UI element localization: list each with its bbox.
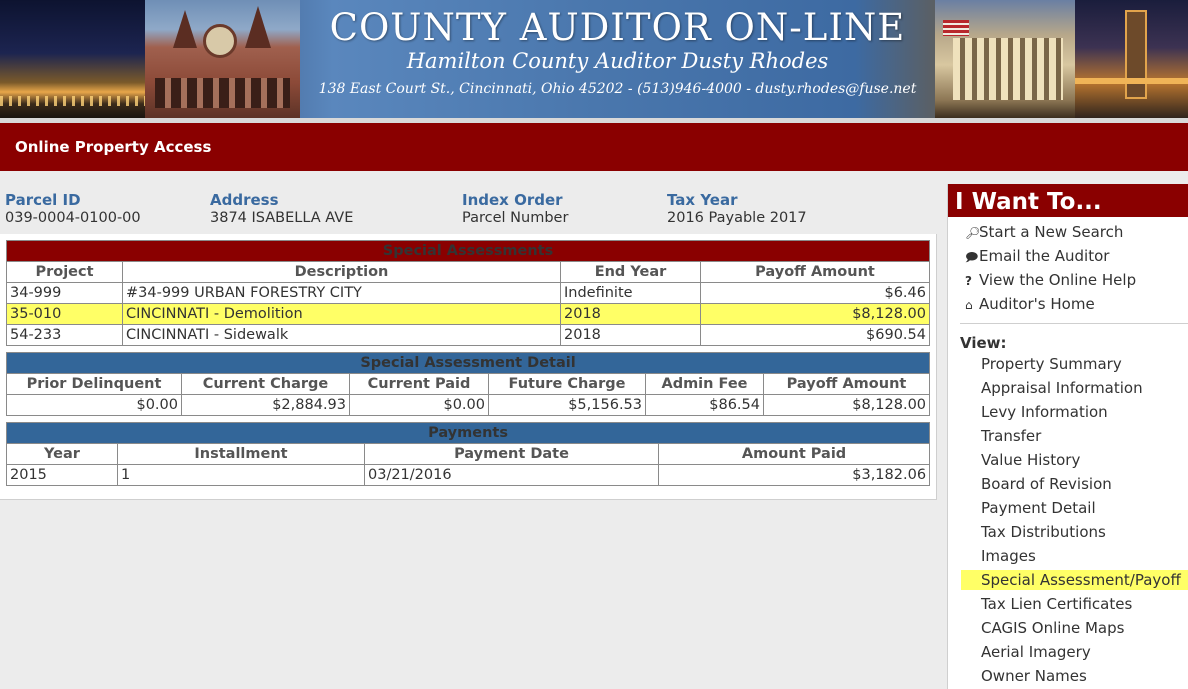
banner-address: 138 East Court St., Cincinnati, Ohio 45202 - (513)946-4000 - dusty.rhodes@fuse.net bbox=[318, 81, 917, 97]
column-header: Project bbox=[7, 262, 123, 283]
address-label: Address bbox=[210, 191, 279, 209]
help-icon: ? bbox=[965, 274, 972, 288]
view-link-tax-lien-certificates[interactable]: Tax Lien Certificates bbox=[981, 595, 1133, 613]
index-order-value: Parcel Number bbox=[462, 210, 569, 226]
view-link-appraisal-information[interactable]: Appraisal Information bbox=[981, 379, 1143, 397]
payoff-cell: $8,128.00 bbox=[701, 304, 930, 325]
page-title: Online Property Access bbox=[15, 138, 212, 156]
table-header-row bbox=[7, 374, 930, 395]
index-order-block bbox=[462, 191, 568, 227]
table-header-row bbox=[7, 444, 930, 465]
music-hall-image bbox=[145, 0, 300, 118]
auditor-home-link[interactable] bbox=[965, 294, 1095, 315]
tax-year-label: Tax Year bbox=[667, 191, 738, 209]
action-label: Email the Auditor bbox=[979, 247, 1110, 265]
payoff-amount-cell: $8,128.00 bbox=[764, 395, 930, 416]
payoff-cell: $690.54 bbox=[701, 325, 930, 346]
home-icon: ⌂ bbox=[965, 298, 973, 312]
view-link-tax-distributions[interactable]: Tax Distributions bbox=[981, 523, 1106, 541]
end-year-cell: 2018 bbox=[561, 325, 701, 346]
project-cell: 35-010 bbox=[7, 304, 123, 325]
payments-table bbox=[6, 422, 930, 486]
parcel-id-value: 039-0004-0100-00 bbox=[5, 210, 141, 226]
view-link-owner-names[interactable]: Owner Names bbox=[981, 667, 1087, 685]
table-row[interactable] bbox=[7, 283, 930, 304]
amount-paid-cell: $3,182.06 bbox=[659, 465, 930, 486]
view-link-transfer[interactable]: Transfer bbox=[981, 427, 1042, 445]
courthouse-image bbox=[935, 0, 1075, 118]
auditor-banner bbox=[0, 0, 1188, 118]
end-year-cell: Indefinite bbox=[561, 283, 701, 304]
view-link-special-assessment-payoff[interactable]: Special Assessment/Payoff bbox=[961, 570, 1188, 590]
special-assessments-caption: Special Assessments bbox=[7, 241, 930, 262]
page-header-bar bbox=[0, 123, 1188, 171]
tax-year-block bbox=[667, 191, 807, 227]
column-header: Description bbox=[123, 262, 561, 283]
view-link-property-summary[interactable]: Property Summary bbox=[981, 355, 1122, 373]
city-skyline-image bbox=[0, 0, 145, 118]
sidebar-divider bbox=[960, 323, 1188, 324]
year-cell: 2015 bbox=[7, 465, 118, 486]
table-row-selected[interactable] bbox=[7, 304, 930, 325]
admin-fee-cell: $86.54 bbox=[646, 395, 764, 416]
view-link-board-of-revision[interactable]: Board of Revision bbox=[981, 475, 1112, 493]
view-link-cagis-online-maps[interactable]: CAGIS Online Maps bbox=[981, 619, 1125, 637]
bridge-image bbox=[1075, 0, 1188, 118]
tax-year-value: 2016 Payable 2017 bbox=[667, 210, 807, 226]
action-label: Start a New Search bbox=[979, 223, 1124, 241]
column-header: Future Charge bbox=[489, 374, 646, 395]
column-header: Installment bbox=[118, 444, 365, 465]
search-icon: 🔎︎ bbox=[965, 226, 981, 240]
column-header: Current Charge bbox=[182, 374, 350, 395]
email-auditor-link[interactable] bbox=[965, 246, 1109, 267]
installment-cell: 1 bbox=[118, 465, 365, 486]
assessment-detail-caption: Special Assessment Detail bbox=[7, 353, 930, 374]
online-help-link[interactable] bbox=[965, 270, 1136, 291]
banner-subtitle: Hamilton County Auditor Dusty Rhodes bbox=[406, 49, 829, 73]
payments-caption: Payments bbox=[7, 423, 930, 444]
assessment-panel bbox=[0, 234, 937, 500]
column-header: Current Paid bbox=[350, 374, 489, 395]
column-header: Payoff Amount bbox=[764, 374, 930, 395]
address-block bbox=[210, 191, 353, 227]
start-new-search-link[interactable] bbox=[965, 222, 1123, 243]
payoff-cell: $6.46 bbox=[701, 283, 930, 304]
view-link-images[interactable]: Images bbox=[981, 547, 1036, 565]
table-row[interactable] bbox=[7, 325, 930, 346]
project-cell: 34-999 bbox=[7, 283, 123, 304]
i-want-to-sidebar bbox=[947, 184, 1188, 689]
parcel-id-label: Parcel ID bbox=[5, 191, 81, 209]
action-label: Auditor's Home bbox=[979, 295, 1095, 313]
payment-date-cell: 03/21/2016 bbox=[365, 465, 659, 486]
table-row bbox=[7, 395, 930, 416]
special-assessments-table bbox=[6, 240, 930, 346]
banner-title: COUNTY AUDITOR ON-LINE bbox=[329, 6, 906, 49]
column-header: Prior Delinquent bbox=[7, 374, 182, 395]
view-link-payment-detail[interactable]: Payment Detail bbox=[981, 499, 1096, 517]
view-link-aerial-imagery[interactable]: Aerial Imagery bbox=[981, 643, 1091, 661]
end-year-cell: 2018 bbox=[561, 304, 701, 325]
project-cell: 54-233 bbox=[7, 325, 123, 346]
sidebar-title: I Want To... bbox=[948, 184, 1188, 217]
column-header: End Year bbox=[561, 262, 701, 283]
table-header-row bbox=[7, 262, 930, 283]
view-link-levy-information[interactable]: Levy Information bbox=[981, 403, 1108, 421]
column-header: Payoff Amount bbox=[701, 262, 930, 283]
description-cell: #34-999 URBAN FORESTRY CITY bbox=[123, 283, 561, 304]
view-link-value-history[interactable]: Value History bbox=[981, 451, 1081, 469]
address-value: 3874 ISABELLA AVE bbox=[210, 210, 354, 226]
future-charge-cell: $5,156.53 bbox=[489, 395, 646, 416]
parcel-id-block bbox=[5, 191, 141, 227]
table-row bbox=[7, 465, 930, 486]
current-paid-cell: $0.00 bbox=[350, 395, 489, 416]
view-section-label: View: bbox=[960, 334, 1007, 352]
email-icon: 🗩︎ bbox=[965, 250, 979, 264]
column-header: Year bbox=[7, 444, 118, 465]
prior-delinquent-cell: $0.00 bbox=[7, 395, 182, 416]
column-header: Amount Paid bbox=[659, 444, 930, 465]
column-header: Payment Date bbox=[365, 444, 659, 465]
column-header: Admin Fee bbox=[646, 374, 764, 395]
description-cell: CINCINNATI - Demolition bbox=[123, 304, 561, 325]
description-cell: CINCINNATI - Sidewalk bbox=[123, 325, 561, 346]
assessment-detail-table bbox=[6, 352, 930, 416]
current-charge-cell: $2,884.93 bbox=[182, 395, 350, 416]
index-order-label: Index Order bbox=[462, 191, 563, 209]
action-label: View the Online Help bbox=[979, 271, 1137, 289]
